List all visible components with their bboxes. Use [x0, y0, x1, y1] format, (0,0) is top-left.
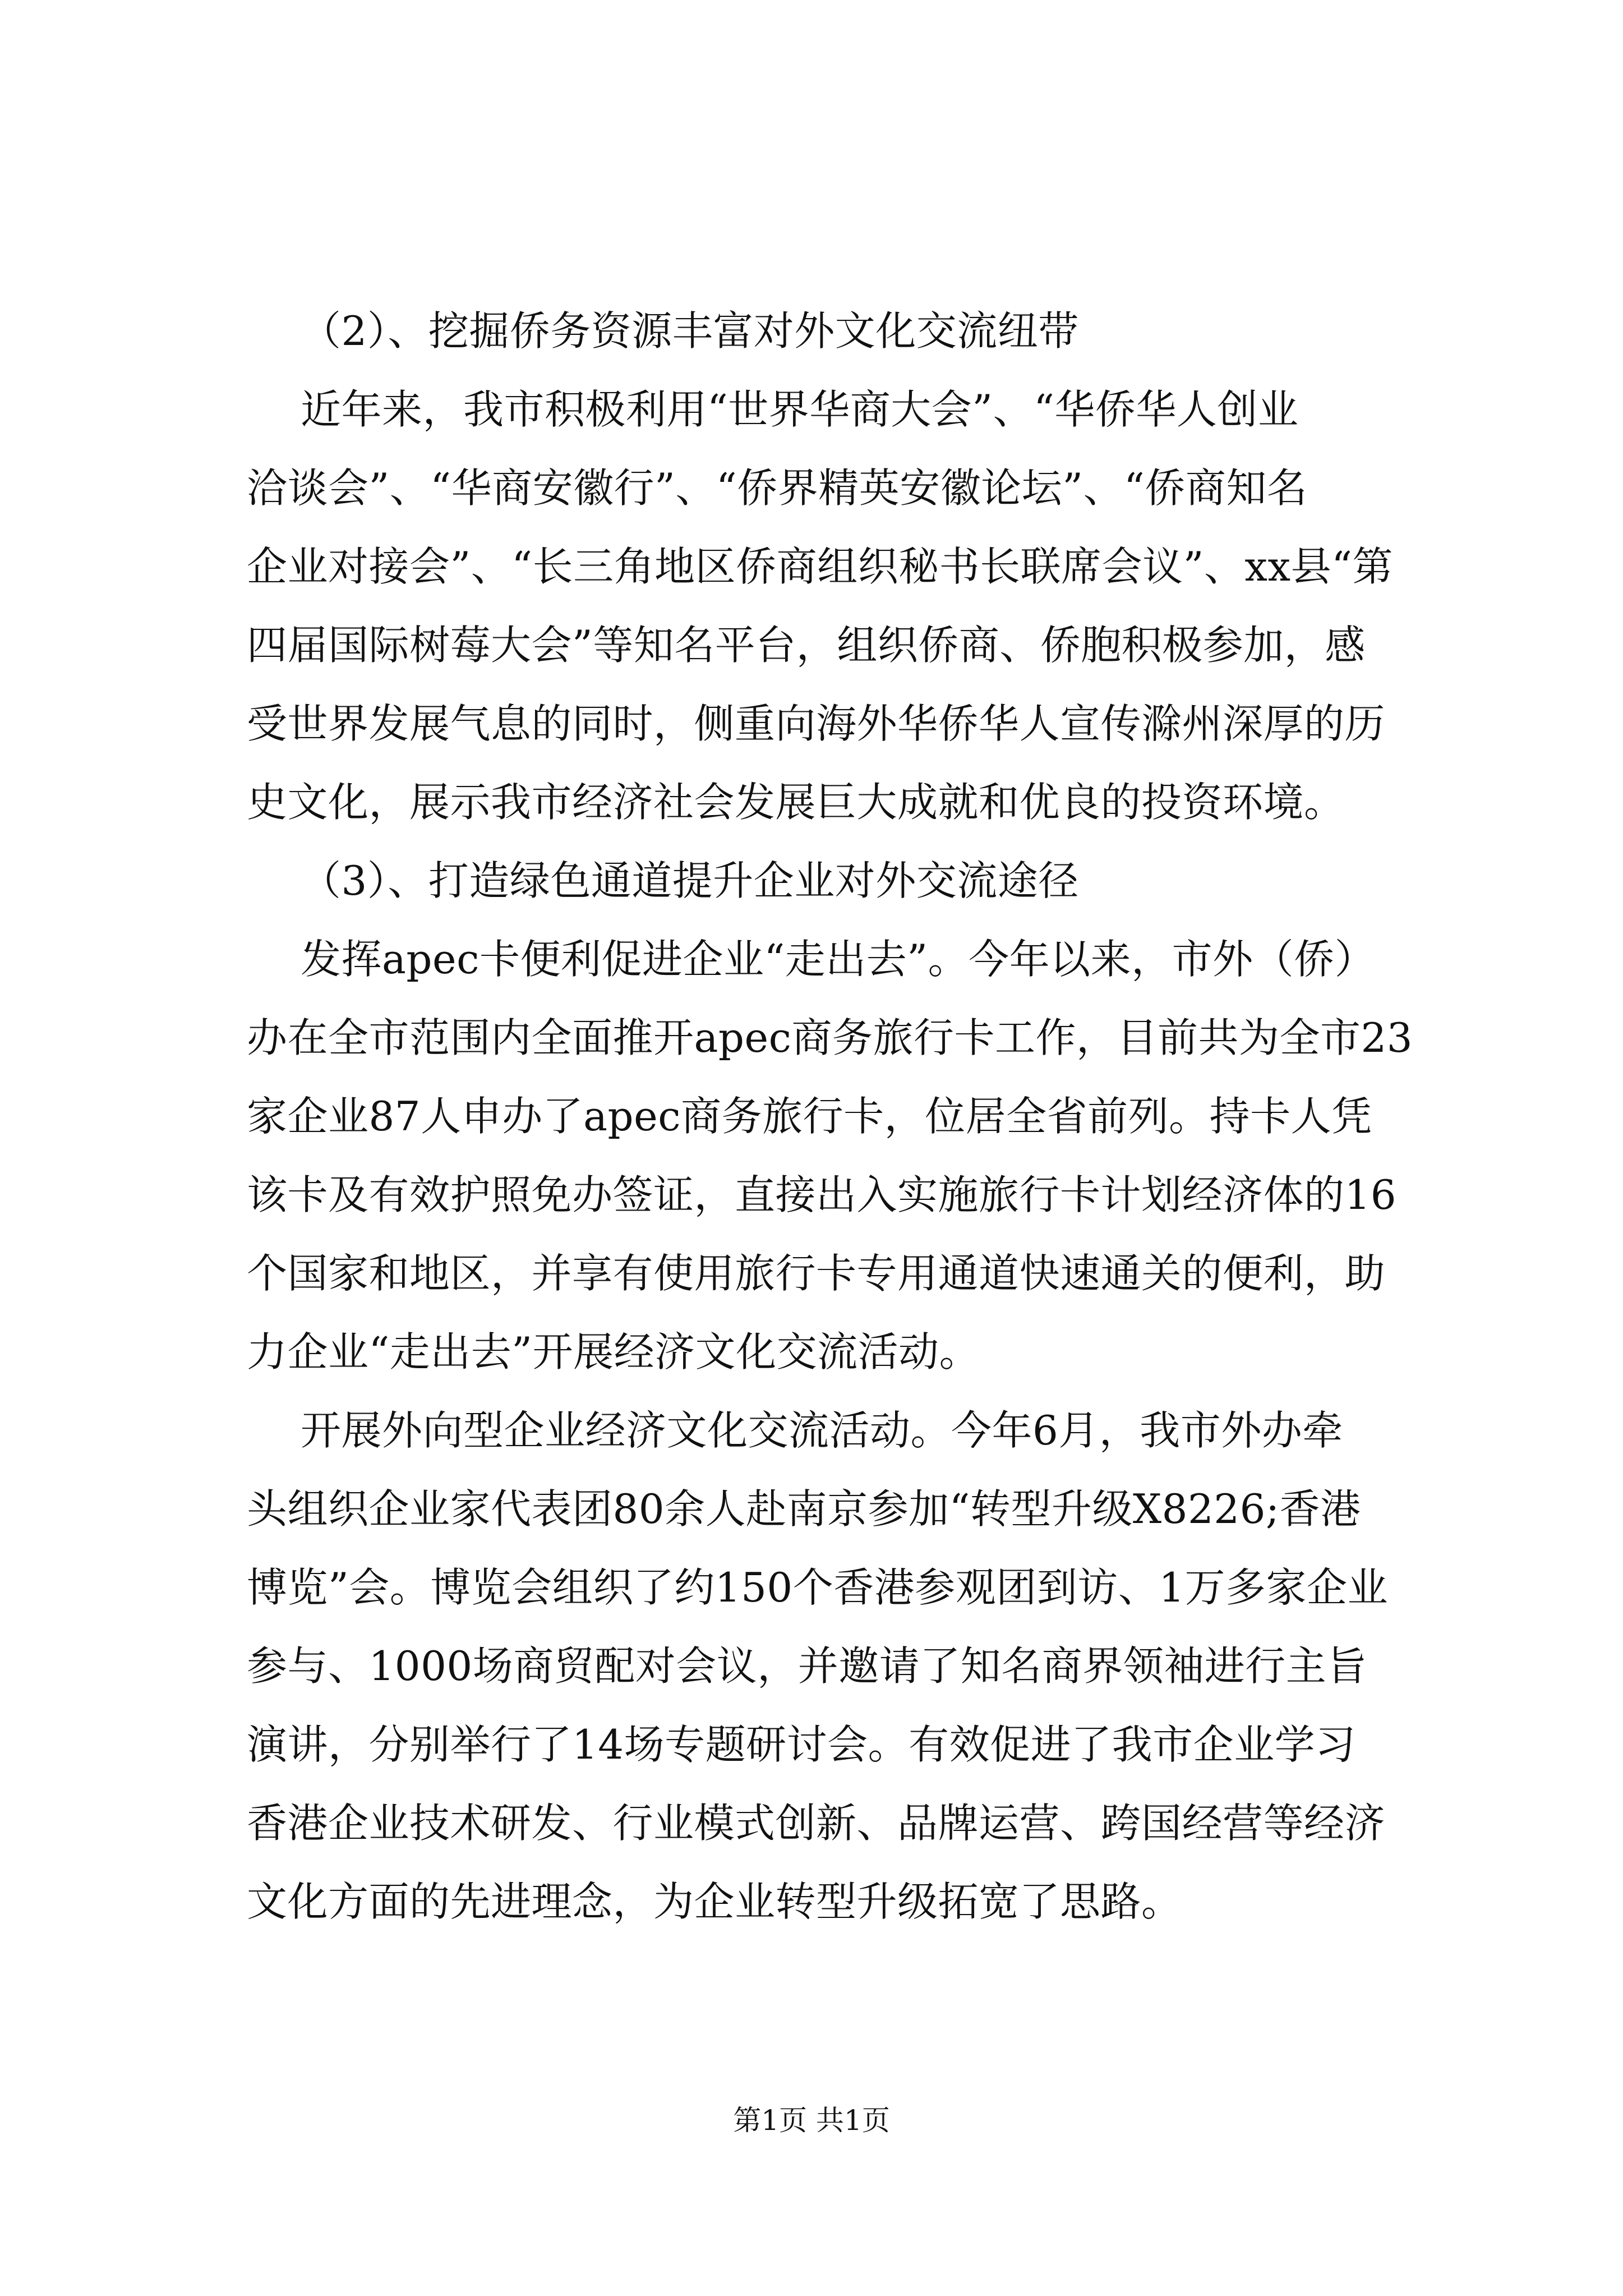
paragraph-line: 力企业“走出去”开展经济文化交流活动。 — [247, 1328, 980, 1375]
paragraph-line: 该卡及有效护照免办签证，直接出入实施旅行卡计划经济体的16 — [247, 1171, 1397, 1218]
document-body — [247, 292, 1424, 1941]
paragraph-line: 洽谈会”、“华商安徽行”、“侨界精英安徽论坛”、“侨商知名 — [247, 464, 1308, 512]
paragraph-line: 参与、1000场商贸配对会议，并邀请了知名商界领袖进行主旨 — [247, 1642, 1367, 1690]
paragraph-line: 香港企业技术研发、行业模式创新、品牌运营、跨国经营等经济 — [247, 1800, 1386, 1847]
paragraph-line: 个国家和地区，并享有使用旅行卡专用通道快速通关的便利，助 — [247, 1250, 1386, 1297]
paragraph-line: 文化方面的先进理念，为企业转型升级拓宽了思路。 — [247, 1878, 1182, 1925]
paragraph-line: 演讲，分别举行了14场专题研讨会。有效促进了我市企业学习 — [247, 1721, 1356, 1768]
section-heading-3: （3）、打造绿色通道提升企业对外交流途径 — [301, 857, 1079, 904]
paragraph-line: 办在全市范围内全面推开apec商务旅行卡工作，目前共为全市23 — [247, 1014, 1413, 1061]
paragraph-line: 受世界发展气息的同时，侧重向海外华侨华人宣传滁州深厚的历 — [247, 700, 1386, 747]
paragraph-line: 头组织企业家代表团80余人赴南京参加“转型升级X8226;香港 — [247, 1485, 1361, 1533]
paragraph-line: 博览”会。博览会组织了约150个香港参观团到访、1万多家企业 — [247, 1564, 1389, 1611]
page-number-footer: 第1页 共1页 — [733, 2104, 890, 2137]
section-heading-2: （2）、挖掘侨务资源丰富对外文化交流纽带 — [301, 307, 1079, 355]
paragraph-line: 近年来，我市积极利用“世界华商大会”、“华侨华人创业 — [301, 386, 1299, 433]
paragraph-2 — [247, 920, 1424, 1391]
paragraph-line: 开展外向型企业经济文化交流活动。今年6月，我市外办牵 — [301, 1407, 1343, 1454]
paragraph-1 — [247, 370, 1424, 841]
paragraph-line: 家企业87人申办了apec商务旅行卡，位居全省前列。持卡人凭 — [247, 1093, 1372, 1140]
paragraph-line: 发挥apec卡便利促进企业“走出去”。今年以来，市外（侨） — [301, 936, 1376, 983]
paragraph-line: 史文化，展示我市经济社会发展巨大成就和优良的投资环境。 — [247, 779, 1345, 826]
paragraph-3 — [247, 1391, 1424, 1941]
paragraph-line: 企业对接会”、“长三角地区侨商组织秘书长联席会议”、xx县“第 — [247, 543, 1393, 590]
paragraph-line: 四届国际树莓大会”等知名平台，组织侨商、侨胞积极参加，感 — [247, 622, 1366, 669]
